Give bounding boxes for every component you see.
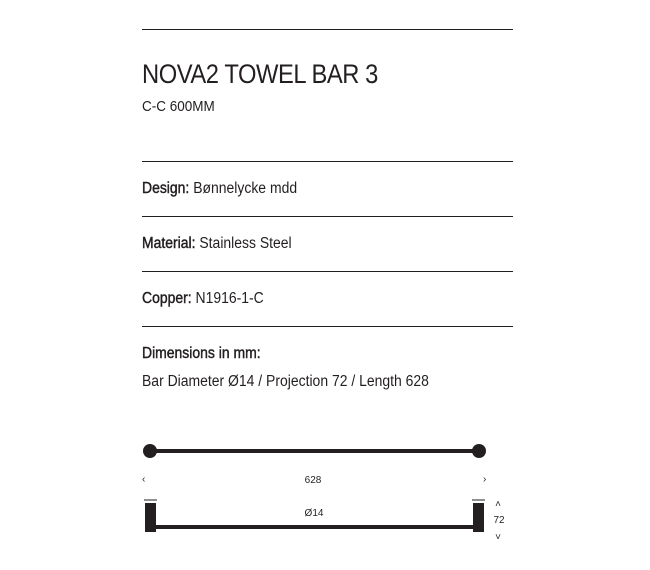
product-subtitle: C-C 600MM [142, 98, 215, 115]
front-view [144, 500, 485, 532]
spec-copper-value: N1916-1-C [195, 290, 264, 307]
spec-copper-label: Copper: [142, 290, 192, 307]
product-title: NOVA2 TOWEL BAR 3 [142, 59, 378, 89]
top-view-right-cap [472, 444, 486, 458]
spec-material-value: Stainless Steel [199, 235, 292, 252]
diameter-label: Ø14 [304, 508, 324, 519]
spec-design-value: Bønnelycke mdd [193, 180, 298, 197]
spec-design-label: Design: [142, 180, 190, 197]
projection-arrow-down: ˅ [495, 532, 501, 543]
length-arrow-right: › [483, 474, 487, 485]
spec-material-label: Material: [142, 235, 196, 252]
projection-dimension [493, 499, 505, 543]
length-label: 628 [304, 475, 322, 486]
projection-arrow-up: ˄ [495, 499, 501, 510]
top-view-left-cap [143, 444, 157, 458]
top-view [143, 444, 486, 458]
length-dimension [142, 474, 486, 486]
front-view-left-post [145, 503, 156, 532]
dimensions-heading-text: Dimensions in mm: [142, 345, 261, 362]
dimensions-summary: Bar Diameter Ø14 / Projection 72 / Length 628 [142, 373, 429, 390]
length-arrow-left: ‹ [142, 474, 146, 485]
front-view-right-post [473, 503, 484, 532]
projection-label: 72 [493, 515, 505, 526]
